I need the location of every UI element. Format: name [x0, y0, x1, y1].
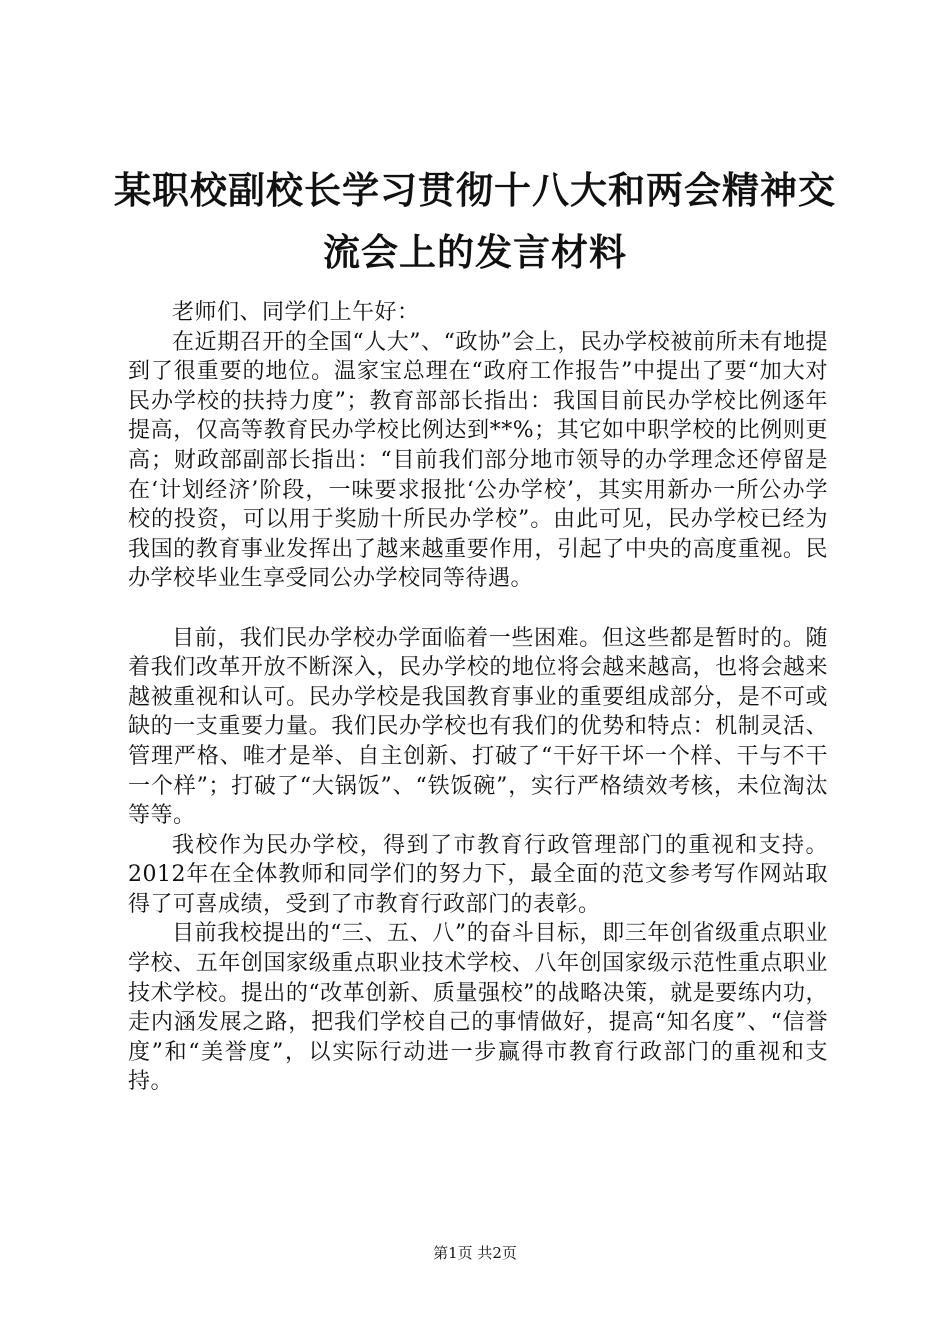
body-paragraph: 目前我校提出的“三、五、八”的奋斗目标，即三年创省级重点职业学校、五年创国家级重点职业技术学校、八年创国家级示范性重点职业技术学校。提出的“改革创新、质量强校”的战略决策，就是要练内功，走内涵发展之路，把我们学校自己的事情做好，提高“知名度”、“信誉度”和“美誉度”，以实际行动进一步赢得市教育行政部门的重视和支持。 [128, 921, 828, 1095]
greeting-paragraph: 老师们、同学们上午好： [172, 300, 420, 325]
page-number-footer: 第1页 共2页 [433, 1244, 517, 1262]
document-body [128, 298, 828, 1097]
body-paragraph: 目前，我们民办学校办学面临着一些困难。但这些都是暂时的。随着我们改革开放不断深入，民办学校的地位将会越来越高，也将会越来越被重视和认可。民办学校是我国教育事业的重要组成部分，是不可或缺的一支重要力量。我们民办学校也有我们的优势和特点：机制灵活、管理严格、唯才是举、自主创新、打破了“干好干坏一个样、干与不干一个样”；打破了“大锅饭”、“铁饭碗”，实行严格绩效考核，未位淘汰等等。 [128, 625, 828, 829]
body-paragraph: 在近期召开的全国“人大”、“政协”会上，民办学校被前所未有地提到了很重要的地位。温家宝总理在“政府工作报告”中提出了要“加大对民办学校的扶持力度”；教育部部长指出：我国目前民办学校比例逐年提高，仅高等教育民办学校比例达到**%；其它如中职学校的比例则更高；财政部副部长指出：“目前我们部分地市领导的办学理念还停留是在‘计划经济’阶段，一味要求报批‘公办学校’，其实用新办一所公办学校的投资，可以用于奖励十所民办学校”。由此可见，民办学校已经为我国的教育事业发挥出了越来越重要作用，引起了中央的高度重视。民办学校毕业生享受同公办学校同等待遇。 [128, 329, 828, 592]
document-title: 某职校副校长学习贯彻十八大和两会精神交流会上的发言材料 [114, 169, 836, 274]
body-paragraph: 我校作为民办学校，得到了市教育行政管理部门的重视和支持。2012年在全体教师和同学们的努力下，最全面的范文参考写作网站取得了可喜成绩，受到了市教育行政部门的表彰。 [128, 832, 828, 917]
